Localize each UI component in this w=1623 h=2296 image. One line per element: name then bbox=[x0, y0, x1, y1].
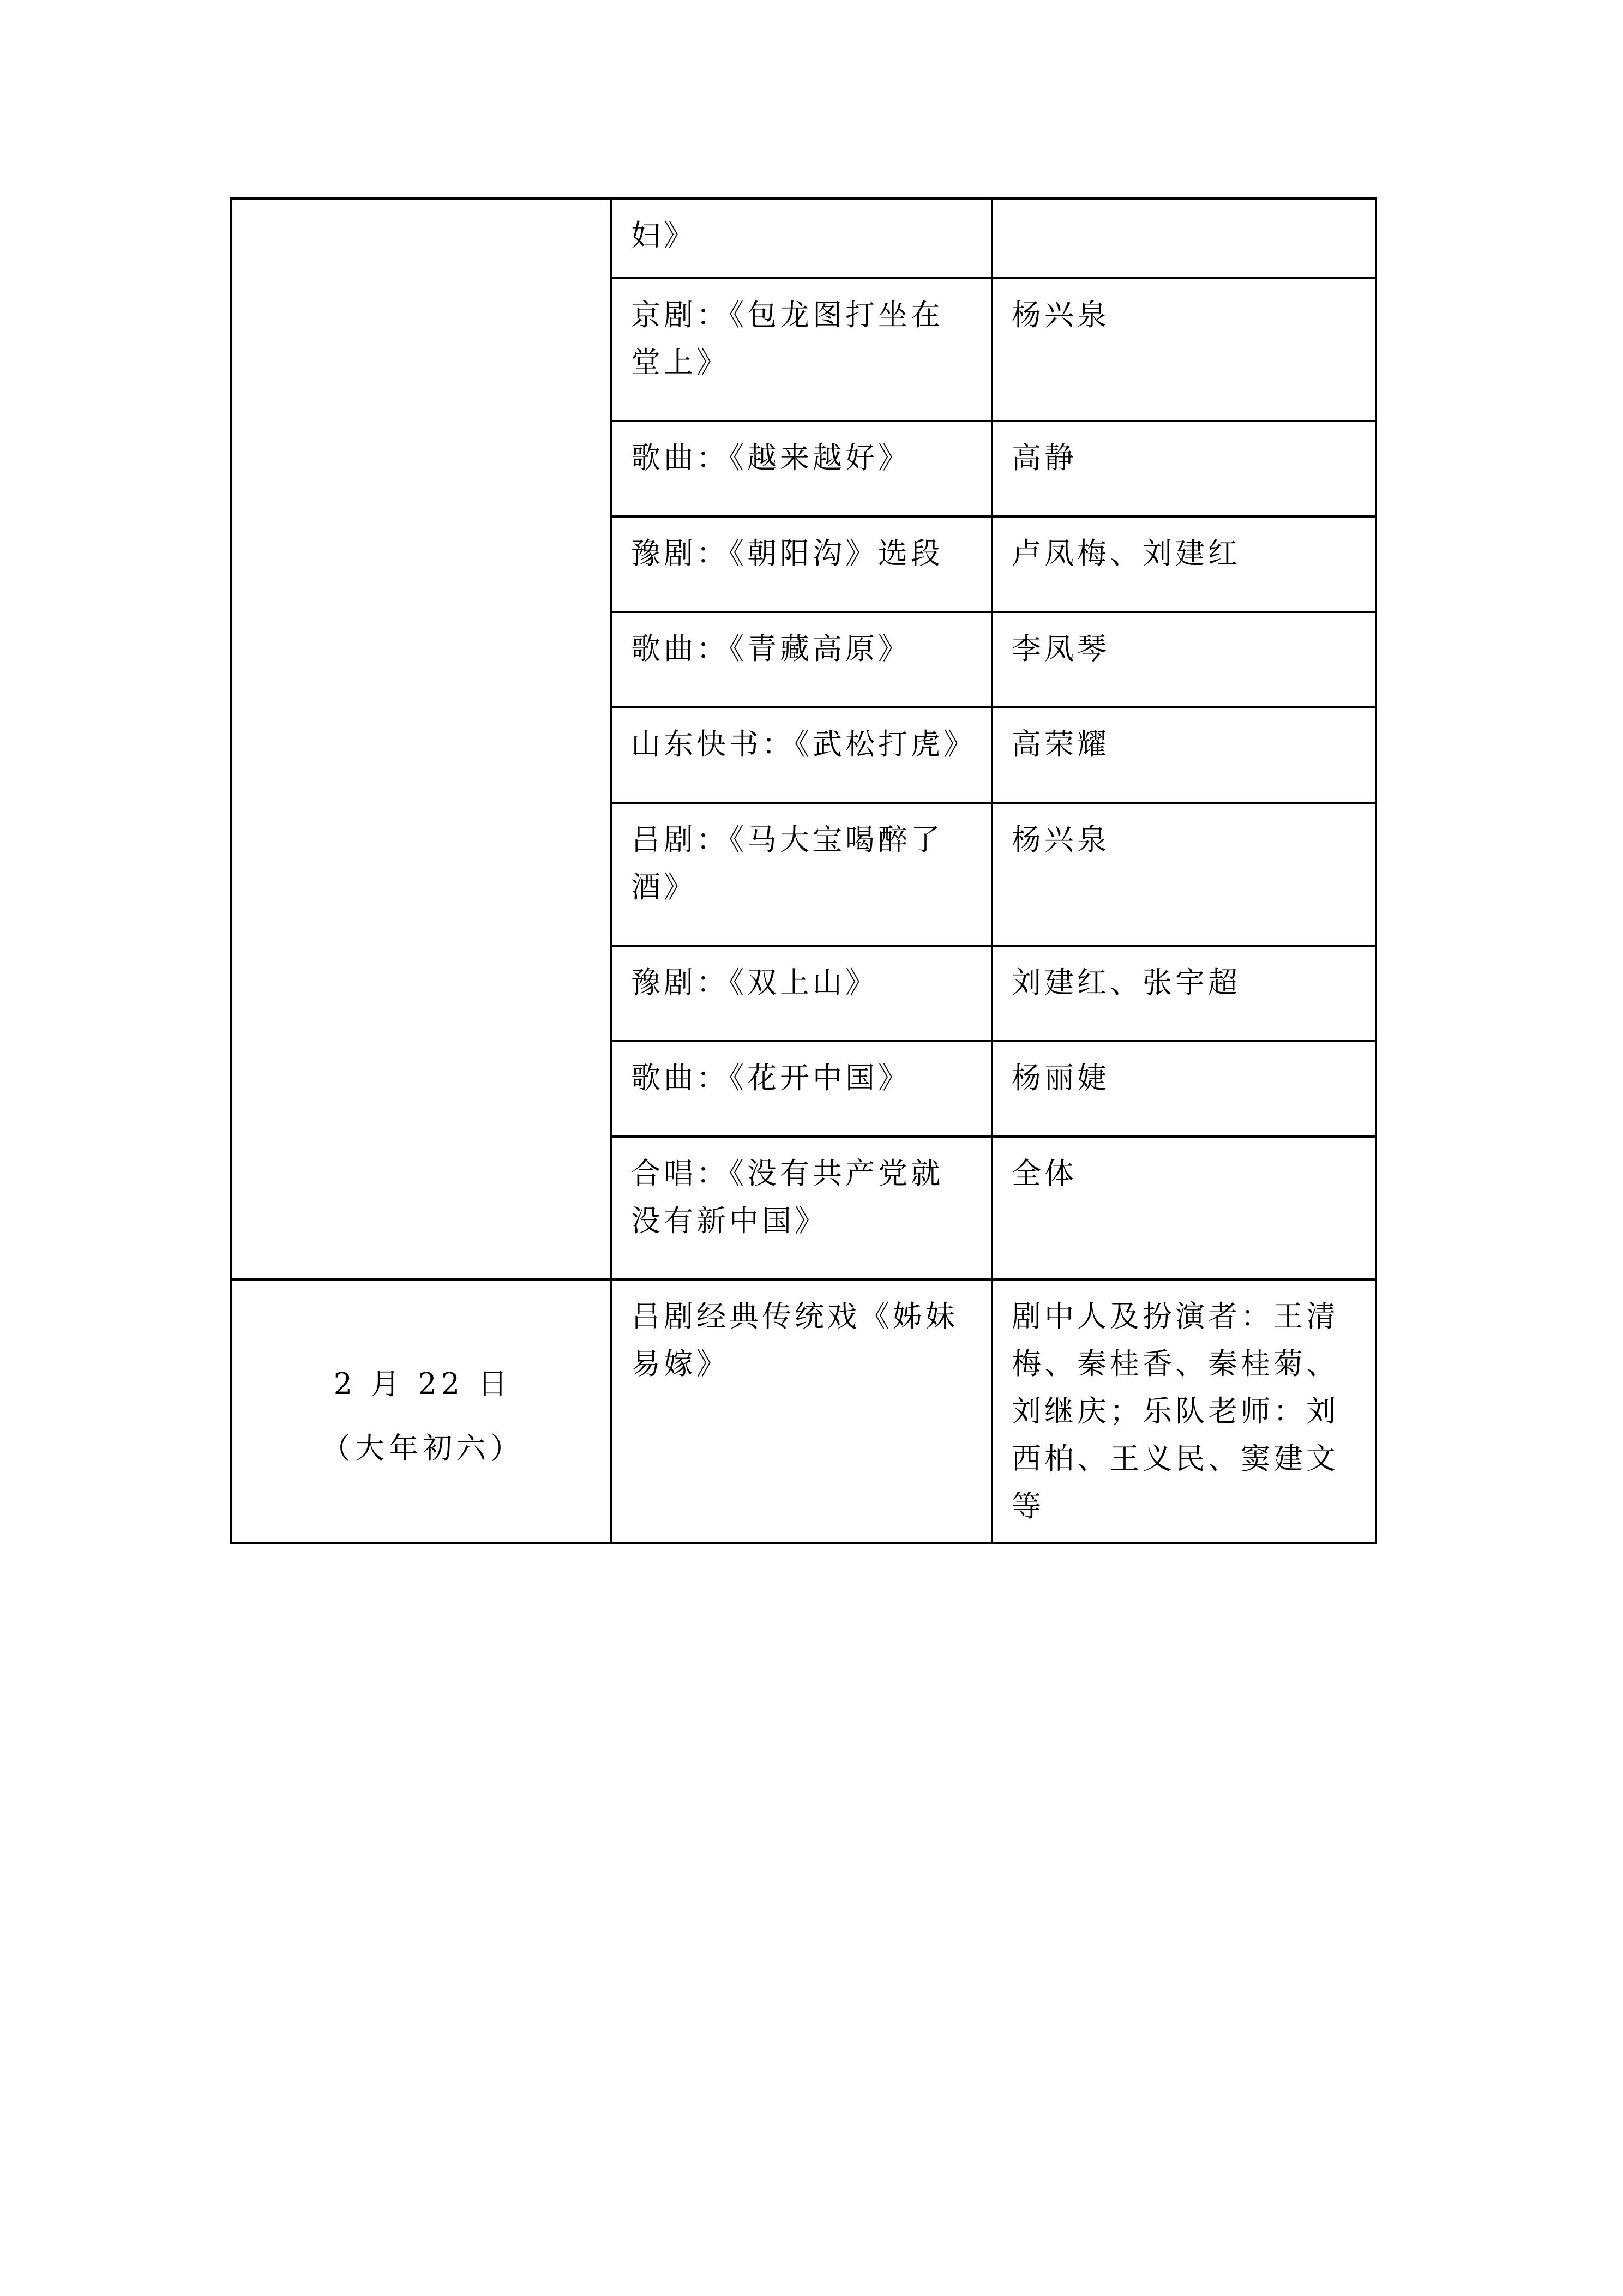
performer-cell: 杨丽婕 bbox=[992, 1041, 1376, 1137]
date-text: 2 月 22 日 bbox=[333, 1366, 512, 1401]
date-cell bbox=[231, 1279, 611, 1543]
program-cell: 合唱：《没有共产党就没有新中国》 bbox=[611, 1137, 992, 1279]
performer-cell: 高荣耀 bbox=[992, 707, 1376, 803]
program-cell: 豫剧：《双上山》 bbox=[611, 946, 992, 1041]
performer-cell: 高静 bbox=[992, 421, 1376, 516]
performer-cell: 刘建红、张宇超 bbox=[992, 946, 1376, 1041]
program-cell: 歌曲：《花开中国》 bbox=[611, 1041, 992, 1137]
performer-cell: 剧中人及扮演者：王清梅、秦桂香、秦桂菊、刘继庆；乐队老师：刘西柏、王义民、窦建文等 bbox=[992, 1279, 1376, 1543]
performer-cell: 李凤琴 bbox=[992, 612, 1376, 707]
date-note-text: （大年初六） bbox=[321, 1431, 524, 1465]
performer-cell: 杨兴泉 bbox=[992, 803, 1376, 946]
table-row bbox=[231, 1279, 1376, 1543]
program-cell: 京剧：《包龙图打坐在堂上》 bbox=[611, 278, 992, 421]
program-cell: 豫剧：《朝阳沟》选段 bbox=[611, 516, 992, 612]
program-cell: 吕剧：《马大宝喝醉了酒》 bbox=[611, 803, 992, 946]
performer-cell: 全体 bbox=[992, 1137, 1376, 1279]
program-cell: 山东快书：《武松打虎》 bbox=[611, 707, 992, 803]
performer-cell: 卢凤梅、刘建红 bbox=[992, 516, 1376, 612]
performer-cell: 杨兴泉 bbox=[992, 278, 1376, 421]
program-cell: 歌曲：《青藏高原》 bbox=[611, 612, 992, 707]
program-cell: 妇》 bbox=[611, 199, 992, 278]
performer-cell bbox=[992, 199, 1376, 278]
program-cell: 吕剧经典传统戏《姊妹易嫁》 bbox=[611, 1279, 992, 1543]
program-cell: 歌曲：《越来越好》 bbox=[611, 421, 992, 516]
date-cell-empty bbox=[231, 199, 611, 1279]
table-row bbox=[231, 199, 1376, 278]
program-schedule-table bbox=[230, 197, 1377, 1544]
